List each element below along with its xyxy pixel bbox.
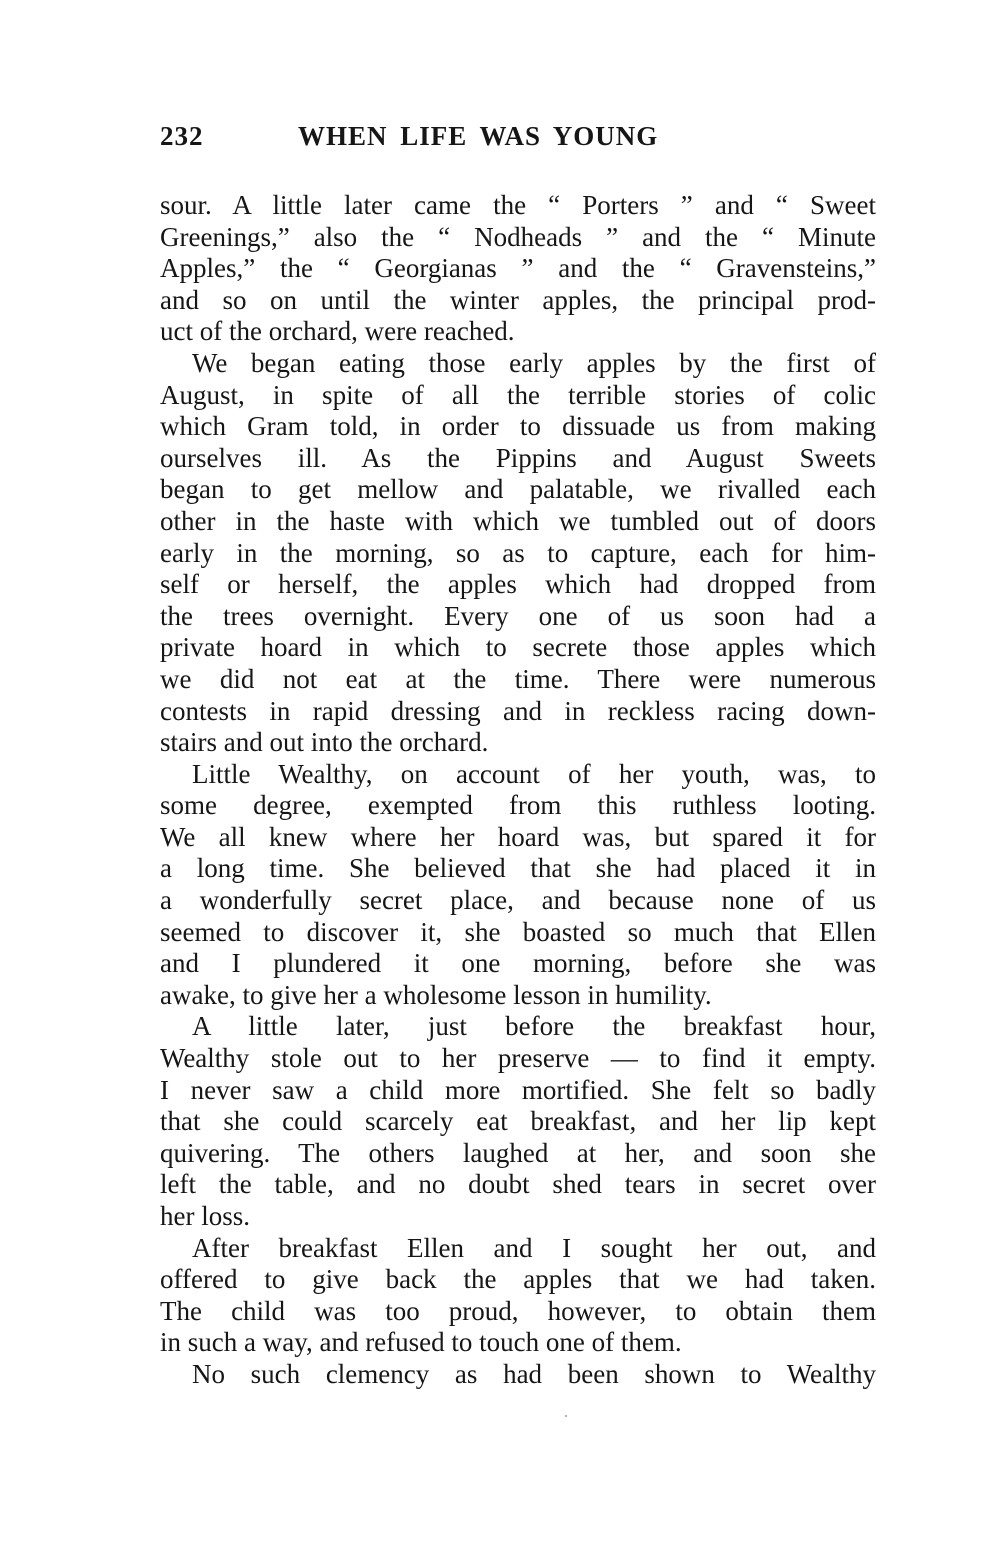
text-line: in such a way, and refused to touch one of them. [160,1327,682,1358]
print-speck [565,1415,567,1417]
text-line: her loss. [160,1201,250,1231]
text-line: The child was too proud, however, to obtain them [160,1295,876,1326]
text-line: I never saw a child more mortified. She felt so badly [160,1074,876,1105]
text-line: We began eating those early apples by the first of [192,347,876,378]
text-line: began to get mellow and palatable, we rivalled each [160,474,876,505]
paragraph [160,190,876,348]
text-line: and I plundered it one morning, before she was [160,948,876,979]
page-number: 232 [160,121,204,151]
body-text [160,190,876,1391]
text-line: other in the haste with which we tumbled out of doors [160,505,876,536]
text-line: which Gram told, in order to dissuade us from making [160,411,876,442]
paragraph [160,759,876,1012]
running-title: WHEN LIFE WAS YOUNG [298,121,659,151]
text-line: the trees overnight. Every one of us soon had a [160,600,876,631]
text-line: private hoard in which to secrete those apples which [160,632,876,663]
text-line: Apples,” the “ Georgianas ” and the “ Gravensteins,” [160,253,876,284]
text-line: No such clemency as had been shown to Wealthy [192,1358,876,1389]
text-line: Little Wealthy, on account of her youth, was, to [192,758,876,789]
text-line: awake, to give her a wholesome lesson in humility. [160,979,712,1010]
text-line: we did not eat at the time. There were numerous [160,663,876,694]
text-line: a long time. She believed that she had placed it in [160,853,876,884]
text-line: contests in rapid dressing and in reckless racing down- [160,695,876,726]
text-line: some degree, exempted from this ruthless looting. [160,790,876,821]
text-line: early in the morning, so as to capture, each for him- [160,537,876,568]
text-line: that she could scarcely eat breakfast, and her lip kept [160,1106,876,1137]
text-line: offered to give back the apples that we had taken. [160,1264,876,1295]
text-line: Wealthy stole out to her preserve — to find it empty. [160,1043,876,1074]
text-line: self or herself, the apples which had dropped from [160,569,876,600]
text-line: sour. A little later came the “ Porters ” and “ Sweet [160,190,876,220]
paragraph [160,1359,876,1391]
page-header [160,116,876,156]
text-line: seemed to discover it, she boasted so much that Ellen [160,916,876,947]
text-line: quivering. The others laughed at her, and soon she [160,1137,876,1168]
text-line: left the table, and no doubt shed tears in secret over [160,1169,876,1200]
text-line: Greenings,” also the “ Nodheads ” and the “ Minute [160,221,876,252]
paragraph [160,1233,876,1359]
text-line: ourselves ill. As the Pippins and August Sweets [160,442,876,473]
text-line: stairs and out into the orchard. [160,727,489,758]
text-line: a wonderfully secret place, and because none of us [160,885,876,916]
text-line: After breakfast Ellen and I sought her out, and [192,1232,876,1263]
text-line: uct of the orchard, were reached. [160,316,515,347]
text-line: and so on until the winter apples, the principal prod- [160,284,876,315]
text-line: A little later, just before the breakfast hour, [192,1011,876,1042]
paragraph [160,1011,876,1232]
text-line: August, in spite of all the terrible stories of colic [160,379,876,410]
text-line: We all knew where her hoard was, but spared it for [160,821,876,852]
paragraph [160,348,876,759]
